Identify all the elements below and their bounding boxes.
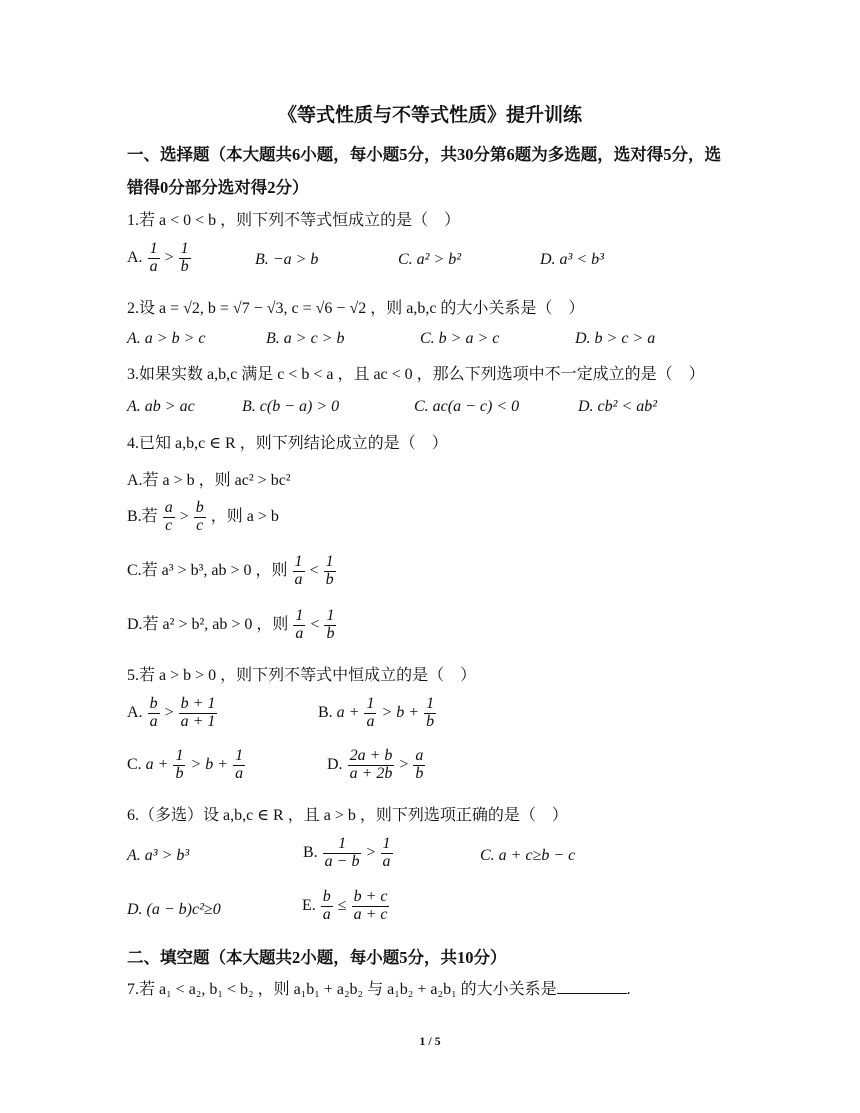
q1-option-a: A. $\frac{1}{a}$ > $\frac{1}{b}$ bbox=[127, 240, 189, 275]
question-5-stem: 5.若 a > b > 0 ，则下列不等式中恒成立的是（ ） bbox=[127, 667, 477, 684]
q2-option-b: B. a > c > b bbox=[266, 330, 345, 347]
fraction: $\frac{b + c}{a + c}$ bbox=[353, 888, 388, 923]
q2-option-d: D. b > c > a bbox=[575, 330, 656, 347]
q2-option-c: C. b > a > c bbox=[420, 330, 500, 347]
section-heading-choice-cont: 错得0分部分选对得2分） bbox=[127, 178, 309, 197]
fraction: $\frac{1}{b}$ bbox=[326, 607, 335, 642]
q6-option-a: A. a³ > b³ bbox=[127, 847, 190, 864]
q1-option-c: C. a² > b² bbox=[398, 251, 462, 268]
page-title: 《等式性质与不等式性质》提升训练 bbox=[277, 105, 582, 126]
fraction: $\frac{1}{a - b}$ bbox=[324, 835, 360, 870]
question-1-stem: 1.若 a < 0 < b ，则下列不等式恒成立的是（ ） bbox=[127, 212, 461, 229]
q5-option-b: B. a + $\frac{1}{a}$ > b + $\frac{1}{b}$ bbox=[318, 695, 435, 730]
q5-option-a: A. $\frac{b}{a}$ > $\frac{b + 1}{a + 1}$ bbox=[127, 695, 216, 730]
q6-option-d: D. (a − b)c²≥0 bbox=[127, 901, 221, 918]
q3-option-a: A. ab > ac bbox=[127, 398, 195, 415]
fraction: $\frac{1}{b}$ bbox=[175, 747, 184, 782]
q4-option-d: D.若 a² > b², ab > 0 ，则 $\frac{1}{a}$ < $\frac{1}{b}$ bbox=[127, 607, 335, 642]
fraction: $\frac{1}{b}$ bbox=[426, 695, 435, 730]
q4-option-b: B.若 $\frac{a}{c}$ > $\frac{b}{c}$ ，则 a > b bbox=[127, 499, 279, 534]
q3-option-d: D. cb² < ab² bbox=[578, 398, 658, 415]
q4-option-c: C.若 a³ > b³, ab > 0 ，则 $\frac{1}{a}$ < $\frac{1}{b}$ bbox=[127, 553, 334, 588]
question-2-stem: 2.设 a = √2, b = √7 − √3, c = √6 − √2 ，则 a,b,c 的大小关系是（ ） bbox=[127, 300, 585, 317]
q3-option-c: C. ac(a − c) < 0 bbox=[414, 398, 520, 415]
question-4-stem: 4.已知 a,b,c ∈ R ，则下列结论成立的是（ ） bbox=[127, 435, 448, 452]
option-label: A. bbox=[127, 248, 143, 266]
q4-option-a: A.若 a > b ，则 ac² > bc² bbox=[127, 472, 291, 489]
section-heading-fill: 二、填空题（本大题共2小题，每小题5分，共10分） bbox=[127, 948, 507, 967]
fraction: $\frac{b}{a}$ bbox=[322, 888, 331, 923]
question-7: 7.若 a₁ < a₂, b₁ < b₂ ，则 a₁b₁ + a₂b₂ 与 a₁b₂ + a₂b₁ 的大小关系是 . bbox=[127, 981, 631, 998]
fraction: $\frac{2a + b}{a + 2b}$ bbox=[349, 747, 393, 782]
q1-option-b: B. −a > b bbox=[255, 251, 319, 268]
q3-option-b: B. c(b − a) > 0 bbox=[242, 398, 340, 415]
question-3-stem: 3.如果实数 a,b,c 满足 c < b < a ，且 ac < 0 ，那么下列选项中不一定成立的是（ ） bbox=[127, 366, 705, 383]
fraction: $\frac{b + 1}{a + 1}$ bbox=[180, 695, 216, 730]
fraction: $\frac{1}{b}$ bbox=[325, 553, 334, 588]
fraction: $\frac{1}{a}$ bbox=[235, 747, 244, 782]
fraction: $\frac{b}{a}$ bbox=[149, 695, 158, 730]
fraction: $\frac{b}{c}$ bbox=[195, 499, 204, 534]
fraction: $\frac{a}{b}$ bbox=[415, 747, 424, 782]
q5-option-c: C. a + $\frac{1}{b}$ > b + $\frac{1}{a}$ bbox=[127, 747, 244, 782]
page-number: 1 / 5 bbox=[419, 1034, 441, 1048]
fraction: $\frac{1}{a}$ bbox=[294, 553, 303, 588]
answer-blank bbox=[557, 979, 627, 994]
fraction: $\frac{1}{a}$ bbox=[366, 695, 375, 730]
q5-option-d: D. $\frac{2a + b}{a + 2b}$ > $\frac{a}{b}$ bbox=[327, 747, 424, 782]
question-7-stem: 7.若 a₁ < a₂, b₁ < b₂ ，则 a₁b₁ + a₂b₂ 与 a₁b₂ + a₂b₁ 的大小关系是 bbox=[127, 981, 557, 998]
q6-option-c: C. a + c≥b − c bbox=[480, 847, 576, 864]
q6-option-e: E. $\frac{b}{a}$ ≤ $\frac{b + c}{a + c}$ bbox=[302, 888, 388, 923]
fraction: $\frac{1}{b}$ bbox=[180, 240, 189, 275]
fraction: $\frac{1}{a}$ bbox=[295, 607, 304, 642]
fraction: $\frac{1}{a}$ bbox=[382, 835, 391, 870]
q6-option-b: B. $\frac{1}{a - b}$ > $\frac{1}{a}$ bbox=[303, 835, 391, 870]
fraction: $\frac{a}{c}$ bbox=[164, 499, 173, 534]
q2-option-a: A. a > b > c bbox=[127, 330, 206, 347]
fraction: $\frac{1}{a}$ bbox=[149, 240, 158, 275]
question-6-stem: 6.（多选）设 a,b,c ∈ R ，且 a > b ，则下列选项正确的是（ ） bbox=[127, 807, 568, 824]
section-heading-choice: 一、选择题（本大题共6小题，每小题5分，共30分第6题为多选题，选对得5分，选 bbox=[127, 145, 721, 164]
q1-option-d: D. a³ < b³ bbox=[540, 251, 604, 268]
